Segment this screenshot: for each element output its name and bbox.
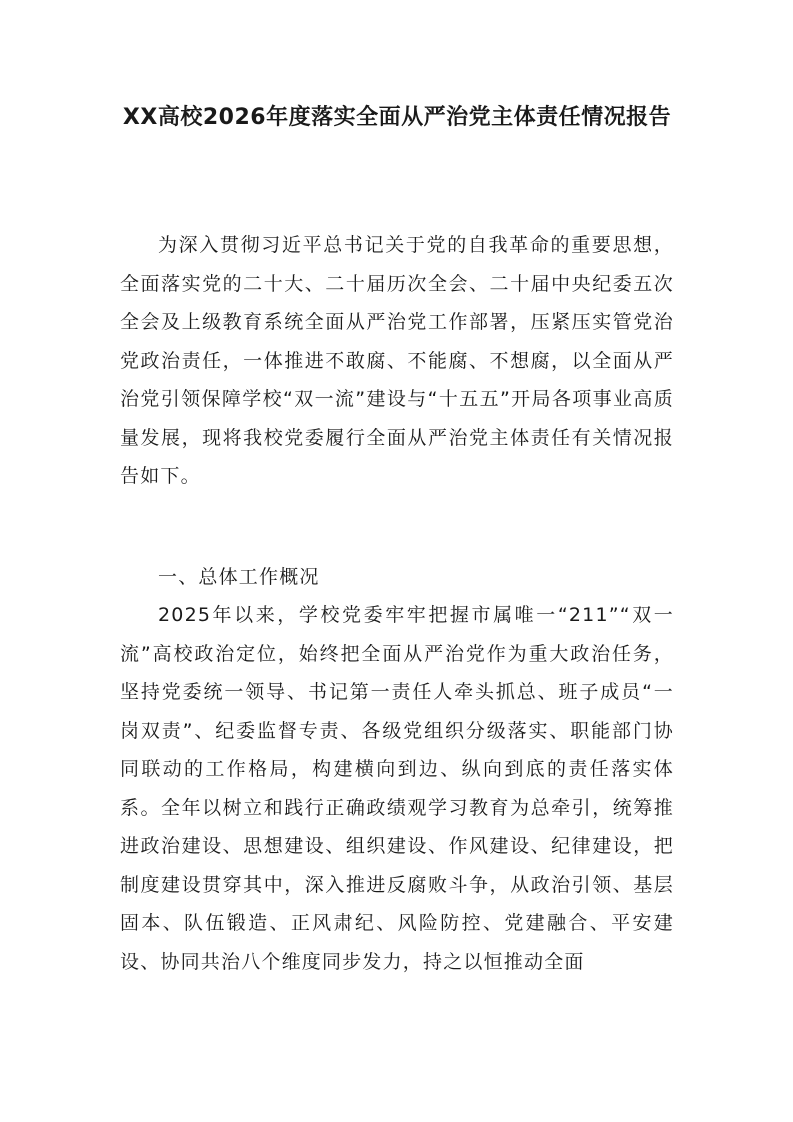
section-overview-paragraph: 2025年以来，学校党委牢牢把握市属唯一“211”“双一流”高校政治定位，始终把全面从严治党作为重大政治任务，坚持党委统一领导、书记第一责任人牵头抓总、班子成员“一岗双责”、纪委监督专责、各级党组织分级落实、职能部门协同联动的工作格局，构建横向到边、纵向到底的责任落实体系。全年以树立和践行正确政绩观学习教育为总牵引，统筹推进政治建设、思想建设、组织建设、作风建设、纪律建设，把制度建设贯穿其中，深入推进反腐败斗争，从政治引领、基层固本、队伍锻造、正风肃纪、风险防控、党建融合、平安建设、协同共治八个维度同步发力，持之以恒推动全面 (120, 604, 674, 973)
document-title: XX高校2026年度落实全面从严治党主体责任情况报告 (122, 105, 672, 130)
intro-paragraph: 为深入贯彻习近平总书记关于党的自我革命的重要思想，全面落实党的二十大、二十届历次全会、二十届中央纪委五次全会及上级教育系统全面从严治党工作部署，压紧压实管党治党政治责任，一体推进不敢腐、不能腐、不想腐，以全面从严治党引领保障学校“双一流”建设与“十五五”开局各项事业高质量发展，现将我校党委履行全面从严治党主体责任有关情况报告如下。 (120, 234, 674, 487)
section-heading-overview: 一、总体工作概况 (158, 566, 320, 588)
